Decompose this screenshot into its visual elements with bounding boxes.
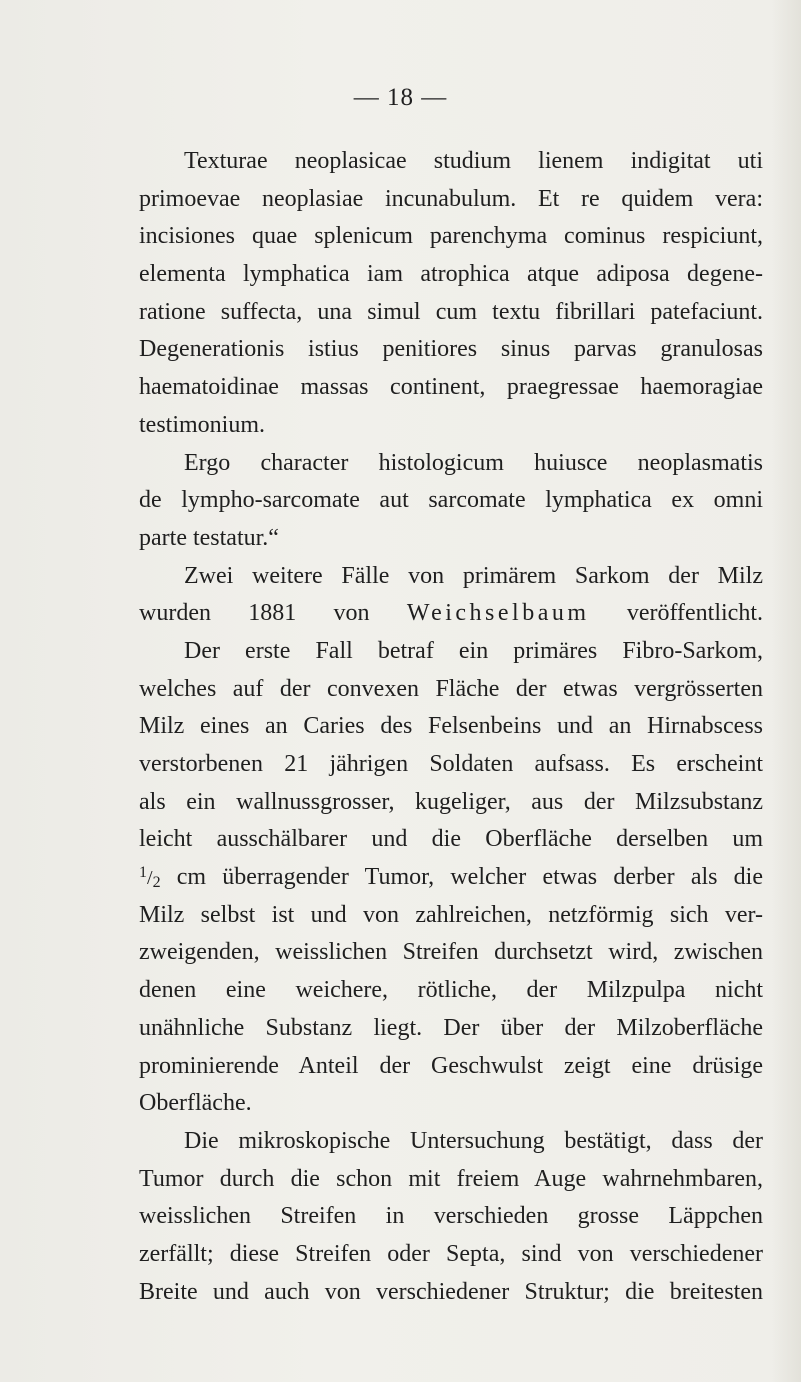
text-line: als ein wallnussgrosser, kugeliger, aus der Milzsubstanz: [139, 788, 763, 815]
text-line: Die mikroskopische Untersuchung bestätigt, dass der: [184, 1127, 763, 1154]
text-line: Ergo character histologicum huiusce neoplasmatis: [184, 449, 763, 476]
text-line: incisiones quae splenicum parenchyma cominus respiciunt,: [139, 223, 763, 250]
text-line: Oberfläche.: [139, 1090, 252, 1117]
text-line: [139, 859, 763, 897]
body-text: [139, 143, 763, 1311]
text-segment: wurden 1881 von: [139, 600, 407, 627]
text-line: Zwei weitere Fälle von primärem Sarkom der Milz: [184, 562, 763, 589]
text-line: welches auf der convexen Fläche der etwas vergrösserten: [139, 675, 763, 702]
page-edge-shadow: [771, 0, 801, 1382]
text-line: zweigenden, weisslichen Streifen durchsetzt wird, zwischen: [139, 939, 763, 966]
paragraph-microscopy: [139, 1123, 763, 1311]
page-number: — 18 —: [353, 84, 448, 111]
text-line: zerfällt; diese Streifen oder Septa, sind von verschiedener: [139, 1240, 763, 1267]
author-name: Weichselbaum: [406, 600, 590, 627]
text-line: verstorbenen 21 jährigen Soldaten aufsass. Es erscheint: [139, 751, 763, 777]
text-line: haematoidinae massas continent, praegressae haemoragiae: [139, 374, 763, 401]
fraction-numerator: 1: [139, 864, 147, 882]
text-line: Milz selbst ist und von zahlreichen, netzförmig sich ver-: [139, 901, 763, 928]
text-line: leicht ausschälbarer und die Oberfläche derselben um: [139, 826, 763, 853]
text-line: parte testatur.“: [139, 524, 279, 551]
text-segment: cm überragender Tumor, welcher etwas derber als die: [160, 864, 763, 891]
paragraph-weichselbaum: [139, 558, 763, 633]
fraction-denominator: 2: [152, 874, 161, 892]
text-line: weisslichen Streifen in verschieden grosse Läppchen: [139, 1203, 763, 1230]
paragraph-first-case: [139, 633, 763, 1123]
text-line: denen eine weichere, rötliche, der Milzpulpa nicht: [139, 977, 763, 1004]
text-line: [139, 595, 763, 633]
text-line: primoevae neoplasiae incunabulum. Et re quidem vera:: [139, 185, 763, 212]
paragraph-latin-2: [139, 445, 763, 558]
text-line: ratione suffecta, una simul cum textu fibrillari patefaciunt.: [139, 298, 763, 325]
fraction-slash: /: [147, 867, 153, 890]
text-line: testimonium.: [139, 411, 265, 438]
text-line: Breite und auch von verschiedener Struktur; die breitesten: [139, 1278, 763, 1305]
text-line: Texturae neoplasicae studium lienem indigitat uti: [184, 148, 763, 174]
text-line: prominierende Anteil der Geschwulst zeigt eine drüsige: [139, 1052, 763, 1079]
text-line: Milz eines an Caries des Felsenbeins und an Hirnabscess: [139, 713, 763, 740]
text-line: de lympho-sarcomate aut sarcomate lymphatica ex omni: [139, 487, 763, 514]
text-line: Der erste Fall betraf ein primäres Fibro-Sarkom,: [184, 637, 763, 664]
text-line: Degenerationis istius penitiores sinus parvas granulosas: [139, 336, 763, 363]
text-line: elementa lymphatica iam atrophica atque adiposa degene-: [139, 261, 763, 288]
paragraph-latin-1: [139, 143, 763, 445]
text-line: unähnliche Substanz liegt. Der über der Milzoberfläche: [139, 1014, 763, 1041]
text-line: Tumor durch die schon mit freiem Auge wahrnehmbaren,: [139, 1165, 763, 1192]
text-segment: veröffentlicht.: [589, 600, 763, 627]
